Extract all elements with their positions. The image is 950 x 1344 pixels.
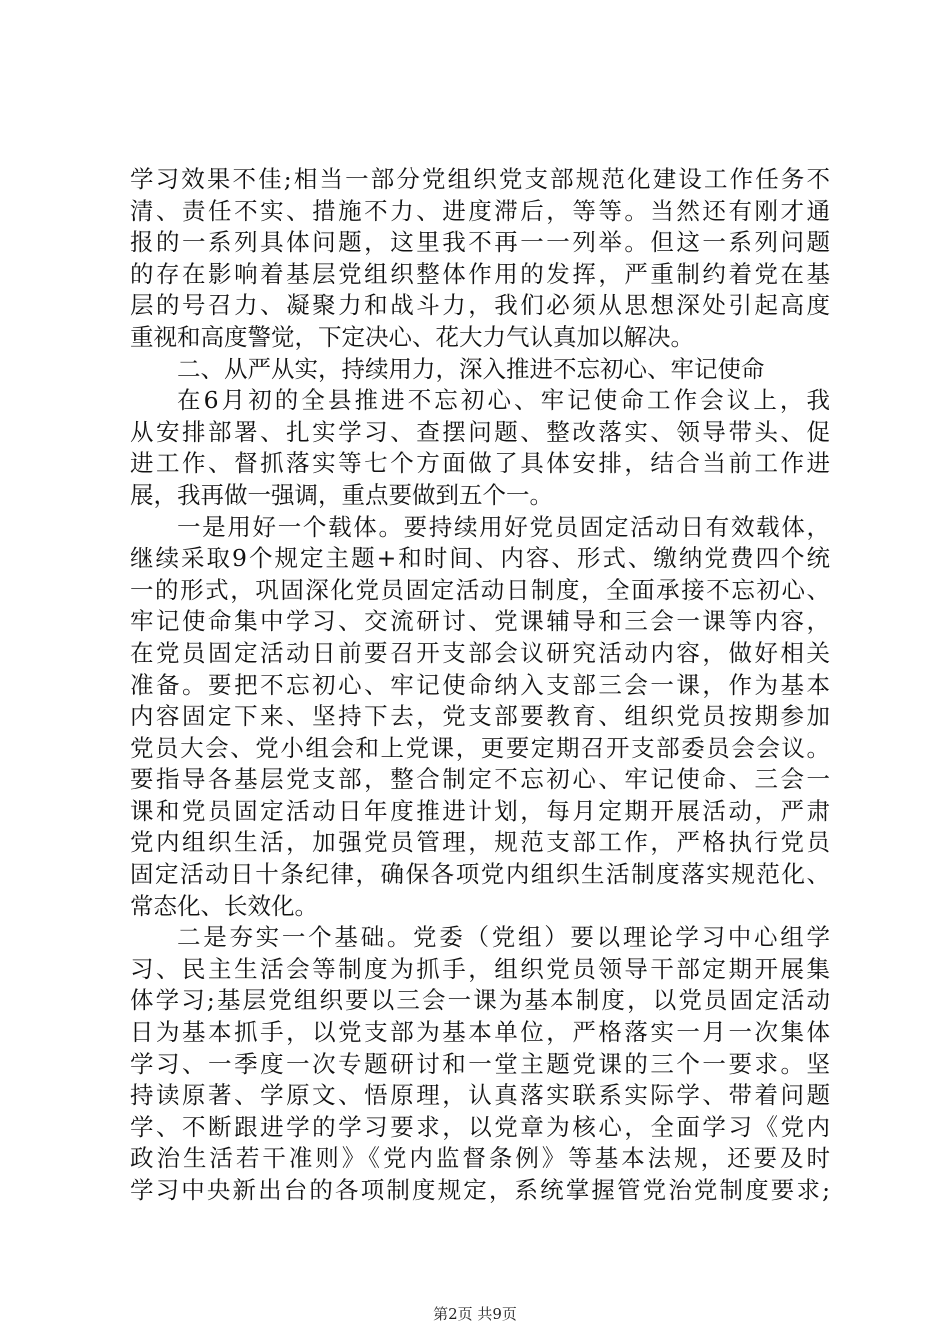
text-line: 学习、一季度一次专题研讨和一堂主题党课的三个一要求。坚 — [130, 1049, 830, 1078]
text-line: 固定活动日十条纪律，确保各项党内组织生活制度落实规范化、 — [130, 860, 830, 889]
text-line: 报的一系列具体问题，这里我不再一一列举。但这一系列问题 — [130, 228, 830, 257]
text-line: 层的号召力、凝聚力和战斗力，我们必须从思想深处引起高度 — [130, 291, 830, 320]
text-line: 重视和高度警觉，下定决心、花大力气认真加以解决。 — [130, 322, 694, 351]
text-line: 常态化、长效化。 — [130, 891, 318, 920]
text-line: 牢记使命集中学习、交流研讨、党课辅导和三会一课等内容， — [130, 607, 830, 636]
text-line: 课和党员固定活动日年度推进计划，每月定期开展活动，严肃 — [130, 796, 830, 825]
text-line: 要指导各基层党支部，整合制定不忘初心、牢记使命、三会一 — [130, 765, 830, 794]
text-line: 二、从严从实，持续用力，深入推进不忘初心、牢记使命 — [177, 354, 765, 383]
text-line: 在党员固定活动日前要召开支部会议研究活动内容，做好相关 — [130, 638, 830, 667]
text-line: 展，我再做一强调，重点要做到五个一。 — [130, 480, 553, 509]
text-line: 一的形式，巩固深化党员固定活动日制度，全面承接不忘初心、 — [130, 575, 830, 604]
text-line: 学习效果不佳;相当一部分党组织党支部规范化建设工作任务不 — [130, 165, 830, 193]
text-line: 党员大会、党小组会和上党课，更要定期召开支部委员会会议。 — [130, 733, 830, 762]
text-line: 持读原著、学原文、悟原理，认真落实联系实际学、带着问题 — [130, 1081, 830, 1110]
text-line: 内容固定下来、坚持下去，党支部要教育、组织党员按期参加 — [130, 702, 830, 731]
text-line: 政治生活若干准则》《党内监督条例》等基本法规，还要及时 — [130, 1144, 830, 1173]
text-line: 清、责任不实、措施不力、进度滞后，等等。当然还有刚才通 — [130, 196, 830, 225]
text-line: 党内组织生活，加强党员管理，规范支部工作，严格执行党员 — [130, 828, 830, 857]
text-line: 学、不断跟进学的学习要求，以党章为核心，全面学习《党内 — [130, 1112, 830, 1141]
text-line: 学习中央新出台的各项制度规定，系统掌握管党治党制度要求; — [130, 1176, 830, 1204]
text-line: 在6月初的全县推进不忘初心、牢记使命工作会议上，我 — [177, 386, 830, 415]
text-line: 一是用好一个载体。要持续用好党员固定活动日有效载体， — [177, 512, 830, 541]
text-line: 体学习;基层党组织要以三会一课为基本制度，以党员固定活动 — [130, 986, 830, 1015]
text-line: 习、民主生活会等制度为抓手，组织党员领导干部定期开展集 — [130, 954, 830, 983]
text-line: 准备。要把不忘初心、牢记使命纳入支部三会一课，作为基本 — [130, 670, 830, 699]
text-line: 的存在影响着基层党组织整体作用的发挥，严重制约着党在基 — [130, 259, 830, 288]
text-line: 进工作、督抓落实等七个方面做了具体安排，结合当前工作进 — [130, 449, 830, 478]
document-body — [130, 164, 830, 1207]
text-line: 二是夯实一个基础。党委（党组）要以理论学习中心组学 — [177, 923, 830, 952]
page-footer: 第2页 共9页 — [433, 1305, 517, 1323]
text-line: 继续采取9个规定主题+和时间、内容、形式、缴纳党费四个统 — [130, 544, 830, 573]
text-line: 从安排部署、扎实学习、查摆问题、整改落实、领导带头、促 — [130, 417, 830, 446]
text-line: 日为基本抓手，以党支部为基本单位，严格落实一月一次集体 — [130, 1018, 830, 1047]
